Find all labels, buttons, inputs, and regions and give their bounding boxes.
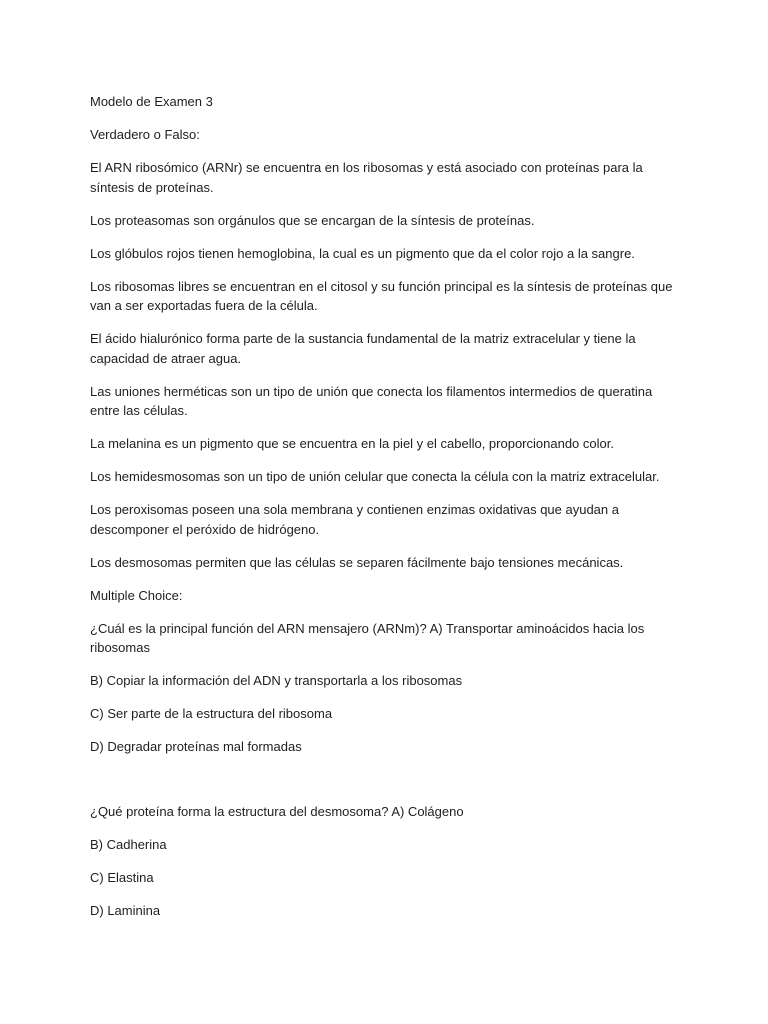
question-1-option-b: B) Copiar la información del ADN y transportarla a los ribosomas (90, 673, 463, 688)
true-false-item: Los proteasomas son orgánulos que se encargan de la síntesis de proteínas. (90, 212, 535, 228)
true-false-item: La melanina es un pigmento que se encuentra en la piel y el cabello, proporcionando color. (90, 436, 614, 451)
section-heading-multiple-choice: Multiple Choice: (90, 587, 183, 603)
true-false-item: El ARN ribosómico (ARNr) se encuentra en los ribosomas y está asociado con proteínas para la síntesis de proteínas. (90, 160, 643, 195)
true-false-item: Los desmosomas permiten que las células se separen fácilmente bajo tensiones mecánicas. (90, 554, 624, 570)
true-false-item: Los hemidesmosomas son un tipo de unión celular que conecta la célula con la matriz extracelular. (90, 469, 660, 484)
question-2-option-d: D) Laminina (90, 903, 161, 918)
document-title: Modelo de Examen 3 (90, 94, 213, 109)
true-false-item: Las uniones herméticas son un tipo de unión que conecta los filamentos intermedios de queratina entre las células. (90, 383, 653, 418)
question-2-option-c: C) Elastina (90, 870, 154, 885)
question-1-stem: ¿Cuál es la principal función del ARN mensajero (ARNm)? A) Transportar aminoácidos hacia los ribosomas (90, 620, 645, 655)
section-heading-true-false: Verdadero o Falso: (90, 127, 200, 142)
question-2-stem: ¿Qué proteína forma la estructura del desmosoma? A) Colágeno (90, 804, 464, 819)
blank-line (90, 770, 682, 802)
true-false-item: Los glóbulos rojos tienen hemoglobina, la cual es un pigmento que da el color rojo a la sangre. (90, 245, 635, 261)
question-1-option-d: D) Degradar proteínas mal formadas (90, 739, 302, 754)
true-false-item: El ácido hialurónico forma parte de la sustancia fundamental de la matriz extracelular y tiene la capacidad de atraer agua. (90, 331, 636, 366)
document-body (90, 92, 682, 934)
question-1-option-c: C) Ser parte de la estructura del ribosoma (90, 706, 333, 721)
question-2-option-b: B) Cadherina (90, 837, 167, 852)
true-false-item: Los peroxisomas poseen una sola membrana y contienen enzimas oxidativas que ayudan a descomponer el peróxido de hidrógeno. (90, 502, 619, 537)
true-false-item: Los ribosomas libres se encuentran en el citosol y su función principal es la síntesis de proteínas que van a ser exportadas fuera de la célula. (90, 278, 673, 313)
